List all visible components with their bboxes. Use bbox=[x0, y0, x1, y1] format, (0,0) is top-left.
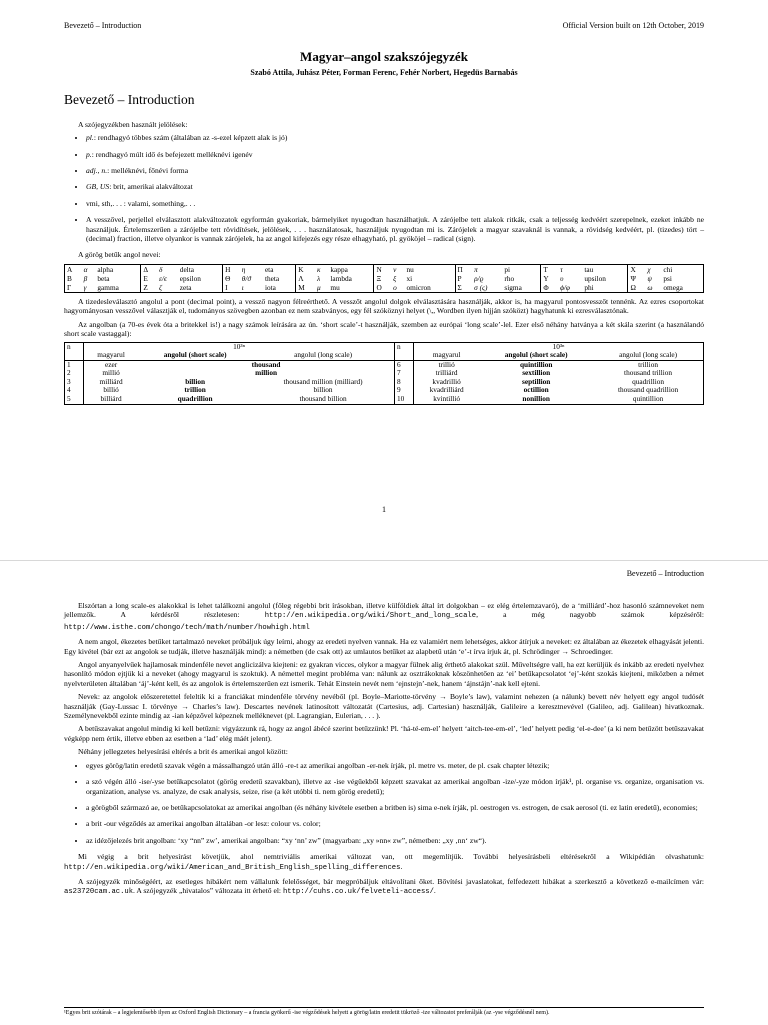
header-right: Official Version built on 12th October, 2019 bbox=[562, 21, 704, 30]
greek-letter: ξ bbox=[393, 273, 397, 283]
page-1-content bbox=[64, 49, 704, 405]
greek-letter: Δ bbox=[141, 264, 157, 274]
page-number: 1 bbox=[382, 505, 386, 514]
scale-n: 3 bbox=[65, 378, 84, 387]
text: . bbox=[400, 861, 403, 871]
notation-intro: A szójegyzékben használt jelölések: bbox=[78, 119, 188, 129]
hungarian-name: millió bbox=[102, 368, 120, 378]
greek-name: eta bbox=[264, 264, 274, 274]
greek-letter: χ bbox=[647, 264, 651, 274]
greek-name: omicron bbox=[406, 282, 431, 292]
column-header: angolul (short scale) bbox=[138, 351, 252, 360]
greek-letter: τ bbox=[560, 264, 563, 274]
greek-name: alpha bbox=[97, 264, 114, 274]
power-header: 10³ⁿ bbox=[552, 341, 565, 351]
greek-letter: κ bbox=[316, 264, 321, 274]
greek-letter: Θ bbox=[223, 274, 240, 283]
footnote: ¹Egyes brit szótárak – a legjelentősebb ilyen az Oxford English Dictionary – a francia gyökerű -ise végződések helyett a görög/latin eredetit tükröző -ize változatot preferálják (az -yse végződésnél nem). bbox=[64, 1007, 704, 1017]
notation-item bbox=[86, 182, 704, 191]
notation-term: p. bbox=[86, 149, 92, 159]
long-scale-name: trillion bbox=[638, 359, 659, 369]
greek-letter: Α bbox=[67, 264, 73, 274]
greek-letter: Φ bbox=[541, 283, 558, 293]
hungarian-name: billió bbox=[103, 385, 119, 395]
greek-name: beta bbox=[97, 273, 110, 283]
short-scale-name: million bbox=[255, 368, 278, 378]
greek-name: chi bbox=[663, 264, 673, 274]
header-left: Bevezető – Introduction bbox=[64, 21, 142, 30]
short-scale-name: septillion bbox=[521, 376, 551, 386]
decimal-paragraph: A tizedesleválasztó angolul a pont (decimal point), a vessző nagyon félreérthető. A vesszőt angolul dolgok elválasztására használják, akkor is, ha magyarul pontosvesszőt tennénk. Az ezres csoportokat hagyományosan vesszővel választják el, tudományos szövegben azonban ez nem szabványos, egy fél szóköznyi helyet (\,, Wordben ilyen hijján szóközt) hagyhatunk ki ezresválasztónak. bbox=[64, 296, 704, 316]
greek-letter: Ψ bbox=[628, 274, 645, 283]
greek-name: tau bbox=[584, 264, 594, 274]
greek-letter: Τ bbox=[541, 264, 558, 274]
greek-name: psi bbox=[663, 273, 672, 283]
greek-letter: Ρ bbox=[455, 274, 472, 283]
long-scale-name: billion bbox=[313, 385, 333, 395]
column-header: angolul (short scale) bbox=[479, 351, 593, 360]
scale-n: 8 bbox=[395, 378, 414, 387]
greek-letter: ϕ/φ bbox=[560, 282, 570, 292]
notation-item bbox=[86, 133, 704, 142]
notation-desc: : melléknévi, főnévi forma bbox=[107, 166, 189, 176]
long-scale-name: thousand quadrillion bbox=[617, 385, 679, 395]
document-title: Magyar–angol szakszójegyzék bbox=[300, 49, 468, 64]
greek-letter: Π bbox=[455, 264, 472, 274]
greek-name: sigma bbox=[504, 282, 522, 292]
link-short-long-scale[interactable]: http://en.wikipedia.org/wiki/Short_and_long_scale bbox=[264, 612, 477, 621]
contact-paragraph bbox=[64, 877, 704, 898]
greek-letter: π bbox=[474, 264, 478, 274]
greek-letter: Χ bbox=[628, 264, 645, 274]
link-spelling-differences[interactable]: http://en.wikipedia.org/wiki/American_and_British_English_spelling_differences bbox=[64, 863, 401, 872]
short-scale-name: thousand bbox=[251, 359, 281, 369]
greek-letter: Κ bbox=[296, 264, 315, 274]
greek-letter: Β bbox=[67, 273, 72, 283]
text: Mi végig a brit helyesírást követjük, ahol nemtriviális amerikai változat van, ott megemlítjük. További helyesírásbeli eltérésekről a Wikipédián olvashatunk: bbox=[78, 852, 704, 862]
notation-desc: : rendhagyó múlt idő és befejezett melléknévi igenév bbox=[91, 149, 253, 159]
greek-name: epsilon bbox=[179, 273, 201, 283]
short-scale-name: nonillion bbox=[522, 394, 550, 404]
column-header: angolul (long scale) bbox=[252, 351, 394, 360]
acronyms-paragraph: A betűszavakat angolul mindig ki kell betűzni: vigyázzunk rá, hogy az angol ábécé szerint betűzzünk! Pl. ‘há-té-em-el’ helyett ‘aitch-tee-em-el’, ‘led’ helyett pedig ‘el-e-dee’ (a ki nem betűzött betűszavakat végképp nem értik, illetve ebben az esetben a ‘lad’ elég máét jelent). bbox=[64, 724, 704, 743]
notation-desc: : brit, amerikai alakváltozat bbox=[109, 182, 193, 192]
greek-name: nu bbox=[406, 264, 414, 274]
spelling-intro: Néhány jellegzetes helyesírási eltérés a brit és amerikai angol között: bbox=[78, 747, 288, 757]
greek-letter: Γ bbox=[67, 282, 72, 292]
hungarian-name: kvintillió bbox=[433, 394, 460, 404]
greek-letter: Ω bbox=[628, 283, 645, 293]
scale-n: 7 bbox=[395, 369, 414, 378]
greek-letter: μ bbox=[316, 282, 321, 292]
hungarian-name: trillió bbox=[438, 359, 455, 369]
n-label: n bbox=[65, 342, 84, 351]
greek-letter: ι bbox=[241, 282, 244, 292]
scale-n: 10 bbox=[395, 395, 414, 404]
spelling-item: • a görögből származó ae, oe betűkapcsolatokat az amerikai angolban (és néhány kivétele esetben a britben is) sima e-nek írják, pl. oestrogen vs. estrogen, de csak aerosol (ti. ez latin eredetű), economies; bbox=[86, 803, 704, 812]
greek-letter: σ (ς) bbox=[474, 282, 488, 292]
hungarian-name: billiárd bbox=[100, 394, 122, 404]
notation-desc: A vesszővel, perjellel elválasztott alakváltozatok egyformán gyakoriak, bármelyiket nyugodtan használhatjuk. A zárójelbe tett alakok ritkák, csak a teljesség kedvéért szerepelnek, ezeket inkább ne használjuk. Értelemszerűen a zárójelbe tett rövidítések, jelölések, . . . használatosak, használjuk nyugodtan mi is. Zárójelek a magyar szavaknál is vannak, a rövidség kedvéért, pl. (tizedes) tört – (decimal) fraction, illetve olyankor is vannak zárójelek, ha az angol kifejezés egy része elhagyható, pl. gyököjel – radical (sign). bbox=[86, 215, 704, 244]
scale-n: 1 bbox=[65, 360, 84, 369]
greek-letter: υ bbox=[560, 273, 564, 283]
column-header: angolul (long scale) bbox=[593, 351, 703, 360]
greek-name: upsilon bbox=[584, 273, 606, 283]
greek-letter: Μ bbox=[296, 283, 315, 293]
greek-name: delta bbox=[179, 264, 194, 274]
n-blank bbox=[395, 351, 414, 360]
notation-item bbox=[86, 166, 704, 175]
scale-n: 6 bbox=[395, 360, 414, 369]
greek-name: iota bbox=[264, 282, 276, 292]
greek-name: lambda bbox=[330, 273, 352, 283]
text: . bbox=[433, 886, 436, 896]
greek-name: mu bbox=[330, 282, 340, 292]
hungarian-name: milliárd bbox=[99, 376, 123, 386]
notation-term: GB, US bbox=[86, 182, 110, 192]
scale-n: 9 bbox=[395, 386, 414, 395]
greek-letters-table bbox=[64, 264, 704, 293]
greek-letter: ν bbox=[393, 264, 397, 274]
page-2-content bbox=[64, 601, 704, 898]
greek-name: phi bbox=[584, 282, 594, 292]
hungarian-name: ezer bbox=[105, 359, 118, 369]
greek-name: kappa bbox=[330, 264, 348, 274]
greek-letter: γ bbox=[83, 282, 87, 292]
notation-desc: vmi, sth,. . . : valami, something,. . . bbox=[86, 198, 196, 208]
notation-desc: : rendhagyó többes szám (általában az -s-ezel képzett alak is jó) bbox=[93, 133, 288, 143]
names-paragraph: A nem angol, ékezetes betűket tartalmazó neveket próbáljuk úgy leírni, ahogy az eredeti nyelven vannak. Ha ez valamiért nem lehetséges, akkor átírjuk a neveket: ez általában az ékezetek elhagyását jelenti. Egy kivétel (bár ezt az angolok se tudják, illetve használják mind): a németben (de csak ott) az umlautos betűket az alapbetű után ‘e’-t írva írjuk át, pl. Schrödinger → Schroedinger. bbox=[64, 637, 704, 656]
greek-letter: η bbox=[241, 264, 246, 274]
long-scale-name: thousand billion bbox=[299, 394, 347, 404]
short-scale-name: billion bbox=[185, 376, 206, 386]
pronunciation-paragraph: Angol anyanyelvűek hajlamosak mindenféle nevet anglicizálva kiejteni: ez gyakran vicces, olykor a magyar fülnek alig érthető alakokat szül. Műveltségre vall, ha ezt kerüljük és inkább az eredeti nyelvhez hasonlító módon ejtjük ki a neveket (ahogy magyarul is szoktuk). A némettel megint probléma van: nálunk az osztrákoknak köszönhetően az ‘ei’ betűkapcsolatot ‘ej’-ként szokás kiejteni, miközben a német nyelvterületen általában ‘áj’-ként kell, és az angolok is értelemszerűen ezt ismerik. Tehát Einstein nevét nem ‘ejnstejn’-nek, hanem ‘ájnstájn’-nak kell ejteni. bbox=[64, 660, 704, 688]
greek-letter: β bbox=[83, 273, 88, 283]
spelling-item: • az idézőjelezés brit angolban: ‘xy “nn” zw’, amerikai angolban: “xy ‘nn’ zw” (magyarban: „xy »nn« zw”, németben: „xy ‚nn‘ zw“). bbox=[86, 836, 704, 845]
scale-paragraph bbox=[64, 601, 704, 633]
greek-letter: ζ bbox=[159, 282, 163, 292]
greek-name: xi bbox=[406, 273, 413, 283]
running-header bbox=[64, 21, 704, 30]
short-scale-name: sextillion bbox=[522, 368, 551, 378]
greek-letter: θ/ϑ bbox=[241, 273, 251, 283]
column-header: magyarul bbox=[414, 351, 480, 360]
document-authors: Szabó Attila, Juhász Péter, Forman Ferenc, Fehér Norbert, Hegedüs Barnabás bbox=[250, 68, 518, 78]
greek-letter: ρ/ϱ bbox=[474, 273, 484, 283]
power-header: 10³ⁿ bbox=[233, 341, 245, 351]
header-right-2: Bevezető – Introduction bbox=[626, 569, 704, 578]
greek-letter: Σ bbox=[455, 283, 472, 293]
greek-letter: Ι bbox=[223, 283, 240, 293]
greek-letter: Υ bbox=[541, 274, 558, 283]
scale-n: 5 bbox=[65, 395, 84, 404]
hungarian-name: kvadrillió bbox=[432, 376, 461, 386]
greek-letter: ψ bbox=[647, 273, 652, 283]
scale-n: 2 bbox=[65, 369, 84, 378]
greek-name: zeta bbox=[179, 282, 192, 292]
greek-intro: A görög betűk angol nevei: bbox=[78, 250, 161, 260]
greek-letter: Ε bbox=[141, 274, 157, 283]
hungarian-name: kvadrilliárd bbox=[429, 385, 464, 395]
hungarian-name: trilliárd bbox=[435, 368, 458, 378]
greek-name: theta bbox=[264, 273, 280, 283]
spelling-list bbox=[64, 761, 704, 845]
link-official-version[interactable]: http://cuhs.co.uk/felveteli-access/ bbox=[282, 888, 434, 897]
text: , a még nagyobb számok képzéséről: bbox=[476, 610, 704, 620]
n-blank bbox=[65, 351, 84, 360]
section-heading: Bevezető – Introduction bbox=[64, 91, 195, 107]
greek-name: rho bbox=[504, 273, 515, 283]
greek-letter: ω bbox=[647, 282, 653, 292]
short-scale-name: octillion bbox=[523, 385, 549, 395]
notation-item bbox=[86, 215, 704, 243]
greek-letter: ε/ϵ bbox=[159, 273, 167, 283]
greek-letter: Λ bbox=[296, 274, 315, 283]
short-scale-name: quadrillion bbox=[177, 394, 213, 404]
long-scale-name: thousand million (milliard) bbox=[283, 376, 363, 386]
numbers-paragraph: Az angolban (a 70-es évek óta a britekkel is!) a nagy számok leírására az ún. ‘short scale’-t használják, szemben az európai ‘long scale’-lel. Ezer első néhány hatványa a két skála szerint (a használandó short scale vastaggal): bbox=[64, 319, 704, 339]
greek-letter: Ξ bbox=[374, 274, 391, 283]
long-scale-name: thousand trillion bbox=[624, 368, 673, 378]
notation-item bbox=[86, 199, 704, 208]
greek-letter: α bbox=[83, 264, 88, 274]
notation-list bbox=[64, 133, 704, 243]
notation-term: adj., n. bbox=[86, 166, 108, 176]
greek-name: omega bbox=[663, 282, 683, 292]
number-scale-table bbox=[64, 342, 704, 405]
spelling-item: • a szó végén álló -ise/-yse betűkapcsolatot (görög eredetű szavakban), illetve az -ise végűekből képzett szavakat az amerikai angolban -ize/-yze módon írják¹, pl. organise vs. organize, organisation vs. organization, analyse vs. analyze, de csak analysis, seize, rise (a két utóbbi ti. nem görög eredetű); bbox=[86, 777, 704, 796]
text: Elszórtan a long scale-es alakokkal is lehet találkozni angolul (főleg régebbi brit írásokban, illetve külföldiek által írt dolgokban – ez elég értelemzavaró), de a ‘milliárd’-hoz hasonló számneveket nem jellemzők. A kérdésről részletesen: bbox=[64, 601, 704, 620]
short-scale-name: trillion bbox=[184, 385, 206, 395]
greek-letter: o bbox=[393, 282, 397, 292]
text: . A szójegyzék „hivatalos” változata itt érhető el: bbox=[133, 886, 283, 896]
greek-letter: Ο bbox=[374, 283, 391, 293]
greek-name: pi bbox=[504, 264, 511, 274]
greek-letter: δ bbox=[159, 264, 163, 274]
spelling-item: • a brit -our végződés az amerikai angolban általában -or lesz: colour vs. color; bbox=[86, 819, 704, 828]
greek-name: gamma bbox=[97, 282, 119, 292]
text: A szójegyzék minőségéért, az esetleges hibákért nem vállalunk felelősséget, bár megpróbáljuk eltávolítani őket. Bővítési javaslatokat, felfedezett hibákat a szerkesztő a következő e-mailcímen vár: bbox=[78, 876, 704, 886]
greek-letter: Ζ bbox=[141, 283, 157, 293]
notation-term: pl. bbox=[86, 133, 94, 143]
laws-paragraph: Nevek: az angolok előszeretettel feleltik ki a franciákat mindenféle törvény nevéből (pl. Boyle–Mariotte-törvény → Boyle’s law), valamint nehezen (a nálunk) bevett név helyett egy angol tudósét használják (Gay-Lussac I. törvénye → Charles’s law). Descartes nevének latinosított változatát (Cartesius, adj. Cartesian) használják, Galileire a keresztnevével (Galileo, adj. Galilean) hivatkoznak. Személynevekből ezinte mindig az -ian képzővel képeznek melléknevet (pl. Lagrangian, Eulerian, . . . ). bbox=[64, 692, 704, 721]
long-scale-name: quintillion bbox=[632, 394, 664, 404]
column-header: magyarul bbox=[84, 351, 139, 360]
greek-letter: Η bbox=[223, 264, 240, 274]
greek-letter: Ν bbox=[374, 264, 391, 274]
running-header-2 bbox=[64, 569, 704, 578]
link-howhigh[interactable]: http://www.isthe.com/chongo/tech/math/number/howhigh.html bbox=[64, 623, 310, 632]
long-scale-name: quadrillion bbox=[632, 376, 665, 386]
notation-item bbox=[86, 150, 704, 159]
email-link[interactable]: as23720cam.ac.uk bbox=[64, 888, 134, 897]
short-scale-name: quintillion bbox=[519, 359, 553, 369]
page-2 bbox=[0, 560, 768, 1025]
wiki-paragraph bbox=[64, 852, 704, 873]
greek-letter: λ bbox=[316, 273, 321, 283]
n-label: n bbox=[395, 342, 414, 351]
spelling-item: • egyes görög/latin eredetű szavak végén a mássalhangzó után álló -re-t az amerikai angolban -er-nek írják, pl. metre vs. meter, de pl. csak chapter létezik; bbox=[86, 761, 704, 770]
scale-n: 4 bbox=[65, 386, 84, 395]
